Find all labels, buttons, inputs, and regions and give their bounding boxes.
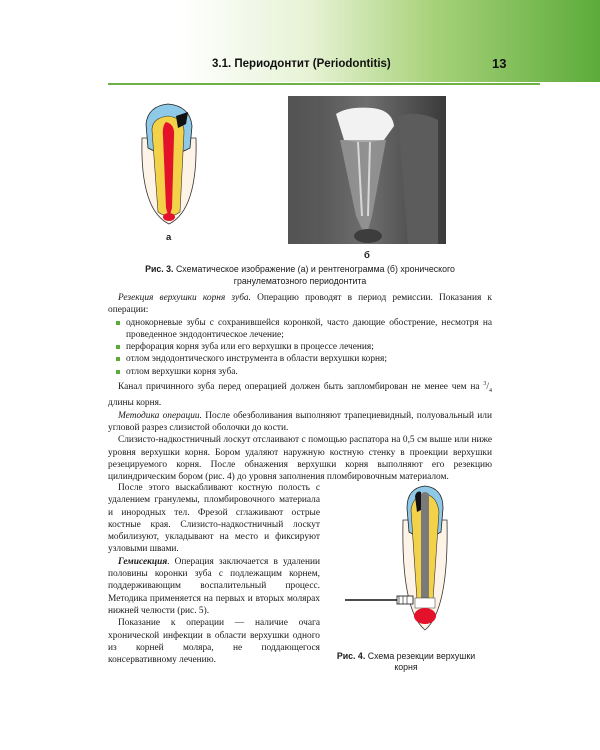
paragraph-method (108, 410, 492, 435)
figure4-caption-text: Схема резекции верхушки корня (367, 651, 476, 672)
resection-scheme-figure (345, 480, 477, 645)
method-heading: Методика операции. (118, 410, 202, 421)
header-rule (108, 83, 540, 85)
radiograph-image (288, 96, 446, 244)
tooth-schematic-figure (138, 100, 200, 228)
figure-label-a: а (166, 232, 172, 243)
indications-list (108, 317, 492, 378)
list-item: однокорневые зубы с сохранившейся коронкой, часто дающие обострение, несмотря на проведенное эндодонтическое лечение; (108, 317, 492, 342)
resection-text: Операцию проводят в период ремиссии. Показания к операции: (108, 293, 492, 316)
paragraph-hemisection (108, 556, 320, 617)
figure4-caption-label: Рис. 4. (336, 651, 366, 661)
figure3-caption (108, 263, 492, 287)
figure3-caption-text: Схематическое изображение (а) и рентгенограмма (б) хронического гранулематозного периодонтита (175, 264, 455, 286)
paragraph-curettage: После этого выскабливают костную полость с удалением гранулемы, пломбировочного материала и инородных тел. Фрезой сглаживают острые костные края. Слизисто-надкостничный лоскут мобилизуют, укладывают на место и фиксируют узловыми швами. (108, 483, 320, 555)
paragraph-indication: Показание к операции — наличие очага хронической инфекции в области верхушки одного из корней моляра, не поддающегося консервативному лечению. (108, 618, 320, 666)
hemisection-heading: Гемисекция (118, 556, 168, 567)
hemisection-text: . Операция заключается в удалении половины коронки зуба с подлежащим корнем, поддерживающим воспалительный процесс. Методика применяется на первых и вторых молярах нижней челюсти (рис. 5). (108, 556, 320, 616)
paragraph-flap: Слизисто-надкостничный лоскут отслаивают с помощью распатора на 0,5 см выше или ниже уровня верхушки корня. Бором удаляют наружную костную стенку в проекции верхушки резецируемого корня. После обнажения верхушки корня выполняют его резекцию цилиндрическим бором (рис. 4) до уровня заполнения пломбировочным материалом. (108, 435, 492, 483)
section-title: 3.1. Периодонтит (Periodontitis) (212, 58, 391, 70)
canal-text: Канал причинного зуба перед операцией должен быть запломбирован не менее чем на (118, 382, 480, 393)
paragraph-canal: Канал причинного зуба перед операцией должен быть запломбирован не менее чем на $^3/_4$ длины корня. (108, 381, 492, 409)
figure-label-b: б (364, 250, 370, 261)
main-text (108, 292, 492, 483)
resection-heading: Резекция верхушки корня зуба. (118, 293, 251, 303)
method-text: После обезболивания выполняют трапециевидный, полуовальный или угловой разрез слизистой оболочки до кости. (108, 410, 492, 433)
figure3-caption-label: Рис. 3. (145, 264, 174, 274)
list-item: перфорация корня зуба или его верхушки в процессе лечения; (108, 341, 492, 353)
canal-text-end: длины корня. (108, 398, 162, 409)
fraction-denominator: 4 (489, 388, 492, 395)
list-item: отлом верхушки корня зуба. (108, 366, 492, 378)
page-number: 13 (492, 56, 507, 71)
fraction-numerator: 3 (483, 381, 487, 388)
list-item: отлом эндодонтического инструмента в области верхушки корня; (108, 353, 492, 365)
figure4-caption (326, 651, 486, 673)
left-column-text (108, 482, 320, 666)
paragraph-resection (108, 292, 492, 317)
